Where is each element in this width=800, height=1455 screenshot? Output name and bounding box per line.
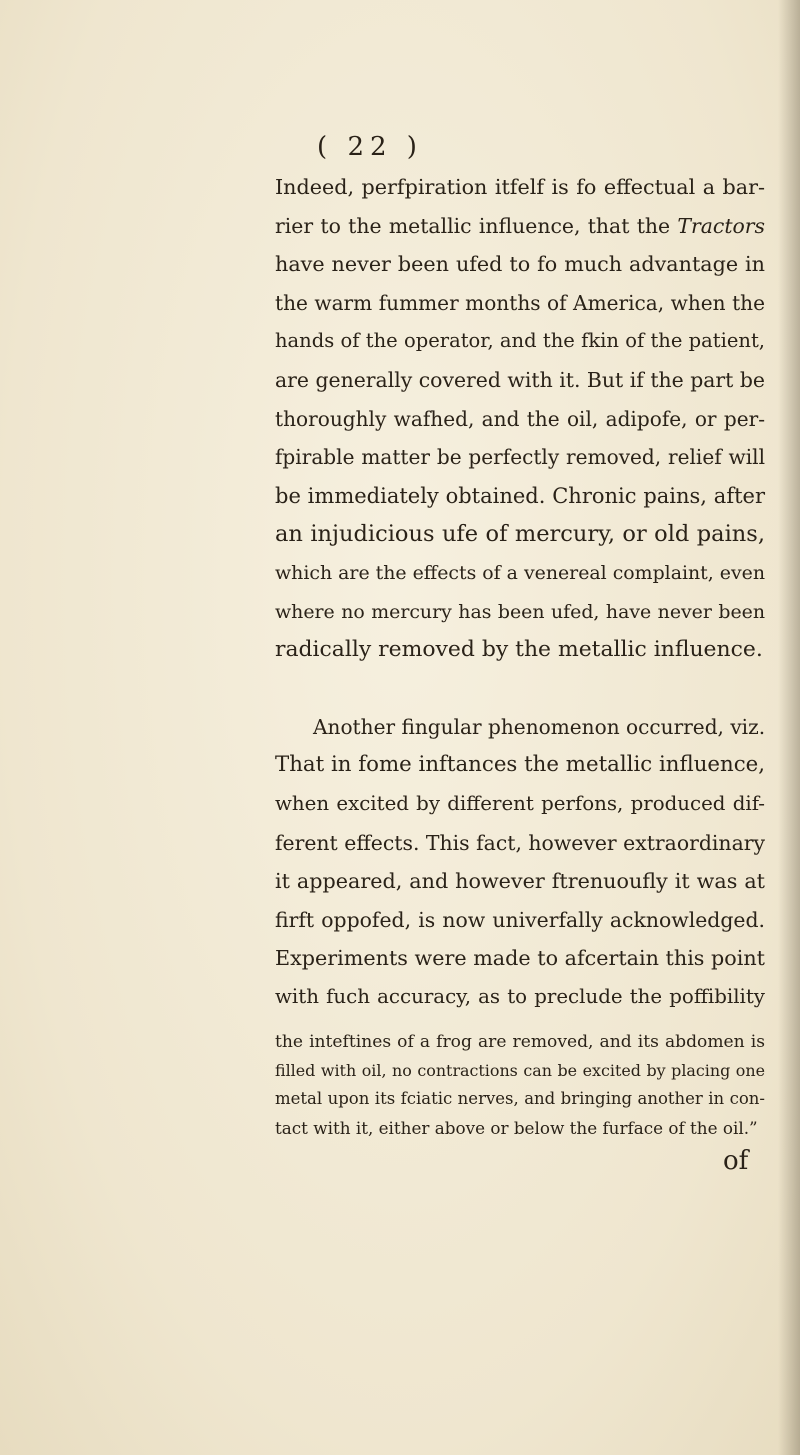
main-text [275, 168, 765, 1016]
text-line: are generally covered with it. But if the part be [275, 367, 765, 392]
text-line: which are the effects of a venereal complaint, even [275, 561, 765, 584]
text-line: an injudicious ufe of mercury, or old pains, [275, 521, 765, 548]
paragraph-gap [275, 670, 765, 708]
text-line: radically removed by the metallic influence. [275, 637, 763, 663]
text-line: Another fingular phenomenon occurred, viz. [313, 714, 766, 739]
text-line: rier to the metallic influence, that the Tractors [275, 213, 765, 238]
page-number: ( 22 ) [317, 132, 423, 162]
page-edge-shadow [778, 0, 800, 1455]
footnote-line: filled with oil, no contractions can be excited by placing one [275, 1060, 765, 1080]
text-line: be immediately obtained. Chronic pains, after [275, 483, 765, 508]
footnote-line: metal upon its fciatic nerves, and bringing another in con- [275, 1089, 765, 1108]
italic-word: Tractors [677, 213, 765, 238]
text-line: ferent effects. This fact, however extraordinary [275, 830, 765, 855]
text-line: it appeared, and however ftrenuoufly it was at [275, 869, 765, 894]
text-line: thoroughly wafhed, and the oil, adipofe, or per- [275, 406, 765, 431]
text-line: Indeed, perfpiration itfelf is fo effectual a bar- [275, 175, 765, 199]
footnote [275, 1028, 765, 1142]
text-line: Experiments were made to afcertain this point [275, 946, 765, 971]
text-line: have never been ufed to fo much advantage in [275, 252, 765, 277]
text-line: when excited by different perfons, produced dif- [275, 791, 765, 815]
catchword: of [723, 1146, 749, 1176]
text-line: the warm fummer months of America, when the [275, 290, 765, 315]
text-line: firft oppofed, is now univerfally acknowledged. [275, 907, 765, 932]
text-line: where no mercury has been ufed, have never been [275, 600, 765, 623]
text-line: with fuch accuracy, as to preclude the poffibility [275, 984, 765, 1008]
text-line: That in fome inftances the metallic influence, [275, 752, 766, 778]
text-line: hands of the operator, and the fkin of the patient, [275, 329, 765, 353]
footnote-line: tact with it, either above or below the furface of the oil.” [275, 1117, 758, 1138]
text-line: fpirable matter be perfectly removed, relief will [275, 445, 765, 470]
footnote-line: the inteftines of a frog are removed, and its abdomen is [275, 1032, 765, 1052]
